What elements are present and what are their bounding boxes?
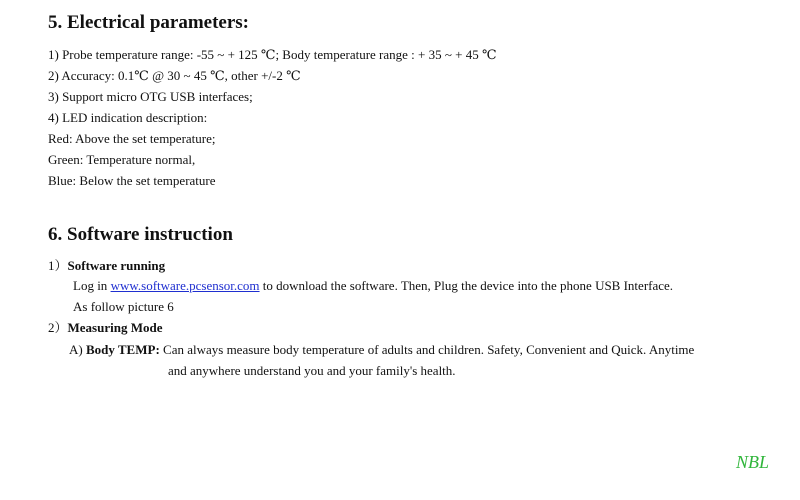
item-1-title: Software running (67, 258, 166, 273)
follow-picture-line: As follow picture 6 (73, 299, 174, 314)
measuring-mode-heading (48, 320, 162, 336)
item-2-title: Measuring Mode (67, 320, 163, 335)
item-2-number: 2） (48, 320, 68, 335)
log-in-line (73, 278, 673, 294)
body-temp-line (69, 342, 694, 358)
log-in-rest-text: to download the software. Then, Plug the device into the phone USB Interface. (259, 278, 674, 293)
item-1-number: 1） (48, 258, 68, 273)
otg-line: 3) Support micro OTG USB interfaces; (48, 89, 253, 104)
accuracy-line: 2) Accuracy: 0.1℃ @ 30 ~ 45 ℃, other +/-2 ℃ (48, 68, 301, 83)
led-red-line: Red: Above the set temperature; (48, 131, 216, 146)
log-in-text: Log in (73, 278, 111, 293)
led-title-line: 4) LED indication description: (48, 110, 208, 125)
led-green-line: Green: Temperature normal, (48, 152, 196, 167)
body-temp-line-2: and anywhere understand you and your family's health. (168, 363, 456, 378)
section-5-title: 5. Electrical parameters: (48, 12, 249, 33)
body-temp-text: Can always measure body temperature of adults and children. Safety, Convenient and Quick. Anytime (159, 342, 695, 357)
software-running-heading (48, 258, 165, 274)
nbl-watermark: NBL (736, 452, 770, 472)
led-blue-line: Blue: Below the set temperature (48, 173, 216, 188)
body-temp-title: Body TEMP: (85, 342, 160, 357)
probe-range-line: 1) Probe temperature range: -55 ~ + 125 ℃; Body temperature range : + 35 ~ + 45 ℃ (48, 47, 497, 62)
section-6-title: 6. Software instruction (48, 224, 233, 245)
software-link[interactable]: www.software.pcsensor.com (110, 278, 260, 293)
body-temp-label: A) (69, 342, 86, 357)
